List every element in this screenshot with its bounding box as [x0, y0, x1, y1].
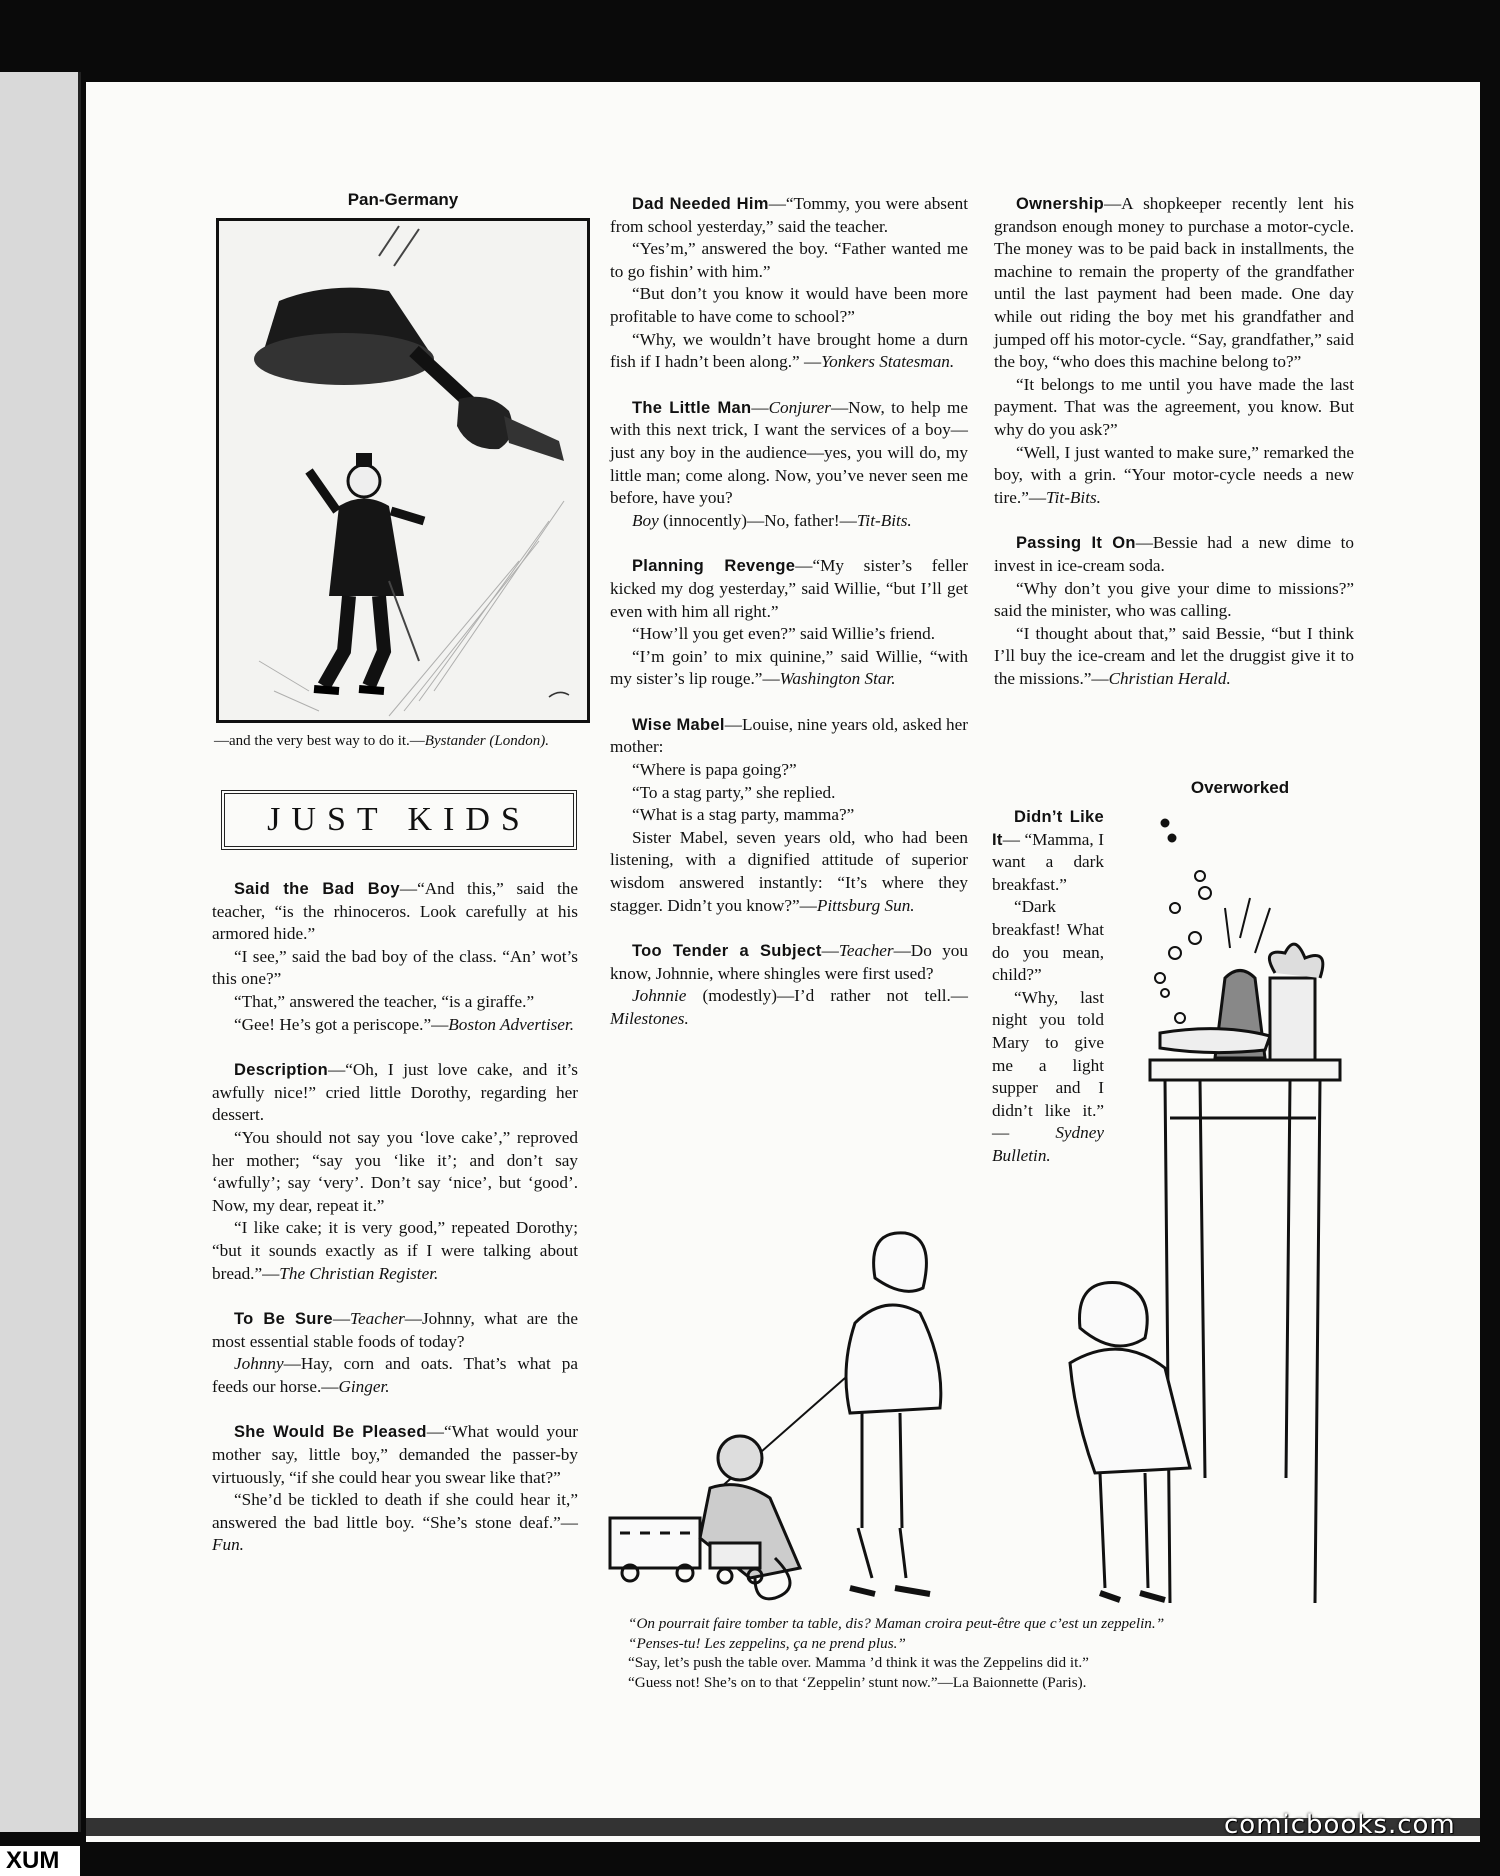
body-text: Sister Mabel, seven years old, who had been listening, with a dignified attitude of superior wisdom answered instantly: “It’s where they stagger. Didn’t you know?”—	[610, 827, 968, 915]
paragraph	[994, 623, 1354, 691]
italic-text: Johnny	[234, 1354, 284, 1374]
paragraph	[212, 1421, 578, 1489]
paragraph	[610, 283, 968, 328]
facing-page-edge	[0, 72, 81, 1832]
italic-text: The Christian Register.	[279, 1263, 439, 1283]
item-heading: Said the Bad Boy	[234, 880, 400, 898]
body-text: —“My sister’s feller kicked my dog yesterday,” said Willie, “but I’ll get even with him all right.”	[610, 556, 968, 621]
paragraph	[610, 238, 968, 283]
italic-text: Ginger.	[338, 1376, 390, 1396]
italic-text: Washington Star.	[779, 669, 896, 689]
paragraph	[610, 510, 968, 533]
body-text: “What is a stag party, mamma?”	[632, 805, 855, 825]
paragraph	[610, 623, 968, 646]
paragraph	[212, 1059, 578, 1127]
caption-line: “Guess not! She’s on to that ‘Zeppelin’ stunt now.”—La Baionnette (Paris).	[628, 1673, 1087, 1691]
right-column	[994, 193, 1354, 690]
cartoon-illustration	[219, 221, 587, 720]
paragraph-gap	[212, 1285, 578, 1308]
body-text: —	[332, 1309, 351, 1329]
body-text: “Where is papa going?”	[632, 760, 797, 780]
italic-text: Teacher	[838, 941, 894, 961]
paragraph-gap	[212, 1398, 578, 1421]
body-text: —“Oh, I just love cake, and it’s awfully nice!” cried little Dorothy, regarding her dessert.	[212, 1060, 578, 1125]
body-text: “Why, we wouldn’t have brought home a durn fish if I hadn’t been along.” —	[610, 329, 968, 372]
paragraph-gap	[610, 532, 968, 555]
item-heading: To Be Sure	[234, 1310, 333, 1329]
item-heading: Ownership	[1016, 195, 1104, 213]
paragraph-gap	[610, 374, 968, 397]
paragraph	[212, 1308, 578, 1353]
body-text: “To a stag party,” she replied.	[632, 782, 836, 802]
body-text: “I like cake; it is very good,” repeated Dorothy; “but it sounds exactly as if I were talking about bread.”—	[212, 1218, 578, 1283]
body-text: (modestly)—I’d rather not tell.—	[686, 986, 968, 1006]
paragraph	[212, 946, 578, 991]
paragraph	[994, 442, 1354, 510]
cartoon-caption	[214, 732, 590, 751]
paragraph	[610, 555, 968, 623]
body-text: “It belongs to me until you have made the last payment. That was the agreement, you know. But why do you ask?”	[994, 374, 1354, 439]
body-text: (innocently)—No, father!—	[658, 510, 857, 530]
body-text: “Yes’m,” answered the boy. “Father wanted me to go fishin’ with him.”	[610, 239, 968, 281]
item-heading: Description	[234, 1061, 329, 1080]
paragraph	[212, 878, 578, 946]
body-text: —Louise, nine years old, asked her mother:	[610, 714, 968, 757]
corner-tag: XUM	[0, 1846, 80, 1876]
paragraph	[212, 1353, 578, 1398]
caption-source: Bystander (London).	[424, 733, 549, 749]
paragraph	[212, 1217, 578, 1285]
italic-text: Boston Advertiser.	[448, 1014, 574, 1034]
body-text: —	[751, 397, 769, 417]
italic-text: Tit-Bits.	[1046, 487, 1101, 507]
body-text: —“And this,” said the teacher, “is the rhinoceros. Look carefully at his armored hide.”	[212, 879, 578, 944]
body-text: “Gee! He’s got a periscope.”—	[234, 1014, 449, 1034]
watermark-logo: comicbooks.com	[1224, 1810, 1456, 1840]
italic-text: Pittsburg Sun.	[816, 895, 915, 915]
item-heading: Didn’t Like It	[992, 808, 1104, 849]
body-text: —	[821, 941, 839, 961]
item-heading: Dad Needed Him	[632, 195, 769, 213]
body-text: “Dark breakfast! What do you mean, child?”	[992, 897, 1104, 985]
body-text: “But don’t you know it would have been more profitable to have come to school?”	[610, 284, 968, 326]
body-text: —Do you know, Johnnie, where shingles were first used?	[610, 941, 968, 983]
overworked-title: Overworked	[1190, 778, 1290, 797]
body-text: “You should not say you ‘love cake’,” reproved her mother; “say you ‘like it’; and don’t say ‘awfully’; say ‘very’. Don’t say ‘nice’, but ‘good’. Now, my dear, repeat it.”	[212, 1127, 578, 1215]
paragraph	[994, 374, 1354, 442]
paragraph	[610, 759, 968, 782]
paragraph	[610, 193, 968, 238]
item-heading: Wise Mabel	[632, 715, 725, 734]
italic-text: Yonkers Statesman.	[821, 352, 955, 372]
body-text: —“What would your mother say, little boy,” demanded the passer-by virtuously, “if she could hear you swear like that?”	[212, 1422, 578, 1487]
paragraph	[212, 1127, 578, 1217]
italic-text: Boy	[632, 510, 659, 530]
bottom-caption	[628, 1614, 1348, 1692]
body-text: “Why don’t you give your dime to missions?” said the minister, who was calling.	[994, 578, 1354, 621]
body-text: —Hay, corn and oats. That’s what pa feeds our horse.—	[212, 1354, 578, 1396]
item-heading: Planning Revenge	[632, 557, 796, 576]
body-text: —A shopkeeper recently lent his grandson enough money to purchase a motor-cycle. The money was to be paid back in installments, the machine to remain the property of the grandfather until the last payment had been made. One day while out riding the boy met his grandfather and jumped off his motor-cycle. “Say, grandfather,” said the boy, “who does this machine belong to?”	[994, 194, 1354, 372]
body-text: “How’ll you get even?” said Willie’s friend.	[632, 624, 936, 644]
paragraph	[610, 646, 968, 691]
paragraph	[994, 193, 1354, 374]
italic-text: Johnnie	[632, 986, 687, 1006]
body-text: “She’d be tickled to death if she could hear it,” answered the bad little boy. “She’s stone deaf.”—	[212, 1490, 578, 1532]
caption-text: —and the very best way to do it.—	[214, 733, 425, 749]
caption-line: “Say, let’s push the table over. Mamma ’d think it was the Zeppelins did it.”	[628, 1654, 1089, 1671]
paragraph-gap	[610, 691, 968, 714]
paragraph	[994, 532, 1354, 577]
body-text: “Why, last night you told Mary to give me a light supper and I didn’t like it.” —	[992, 987, 1104, 1143]
paragraph	[610, 397, 968, 510]
body-text: —Johnny, what are the most essential stable foods of today?	[212, 1309, 578, 1351]
italic-text: Tit-Bits.	[856, 510, 912, 530]
paragraph-gap	[212, 1036, 578, 1059]
body-text: —Now, to help me with this next trick, I want the services of a boy—just any boy in the audience—yes, you will do, my little man; come along. Now, you’ve never seen me before, have you?	[610, 397, 968, 508]
item-heading: She Would Be Pleased	[234, 1423, 427, 1442]
italic-text: Teacher	[350, 1309, 405, 1329]
caption-line: “On pourrait faire tomber ta table, dis? Maman croira peut-être que c’est un zeppelin.”	[628, 1615, 1165, 1632]
italic-text: Christian Herald.	[1108, 668, 1231, 688]
paragraph	[212, 1014, 578, 1037]
italic-text: Milestones.	[610, 1009, 689, 1028]
body-text: “Well, I just wanted to make sure,” remarked the boy, with a grin. “Your motor-cycle needs a new tire.”—	[994, 442, 1354, 507]
body-text: —Bessie had a new dime to invest in ice-cream soda.	[994, 533, 1354, 575]
paragraph	[212, 1489, 578, 1557]
left-column	[212, 878, 578, 1557]
paragraph	[212, 991, 578, 1014]
body-text: —“Tommy, you were absent from school yesterday,” said the teacher.	[610, 194, 968, 236]
paragraph-gap	[994, 509, 1354, 532]
cartoon-title: Pan-Germany	[347, 190, 459, 209]
caption-line: “Penses-tu! Les zeppelins, ça ne prend plus.”	[628, 1634, 906, 1652]
body-text: “I’m goin’ to mix quinine,” said Willie, “with my sister’s lip rouge.”—	[610, 646, 968, 689]
body-text: “I see,” said the bad boy of the class. “An’ wot’s this one?”	[212, 946, 578, 989]
body-text: “That,” answered the teacher, “is a giraffe.”	[234, 991, 535, 1011]
body-text: “I thought about that,” said Bessie, “but I think I’ll buy the ice-cream and let the druggist give it to the missions.”—	[994, 623, 1354, 688]
item-heading: The Little Man	[632, 398, 752, 417]
drawing	[600, 788, 1350, 1610]
paragraph	[610, 329, 968, 374]
italic-text: Fun.	[212, 1535, 244, 1555]
section-banner: JUST KIDS	[221, 790, 577, 850]
body-text: — “Mamma, I want a dark breakfast.”	[992, 829, 1104, 894]
paragraph	[994, 578, 1354, 623]
pan-germany-cartoon	[216, 218, 590, 723]
children-table-illustration	[600, 788, 1350, 1610]
paragraph	[610, 714, 968, 759]
item-heading: Too Tender a Subject	[632, 942, 822, 961]
italic-text: Sydney Bulletin.	[992, 1123, 1104, 1165]
item-heading: Passing It On	[1016, 534, 1136, 553]
italic-text: Conjurer	[768, 397, 831, 417]
